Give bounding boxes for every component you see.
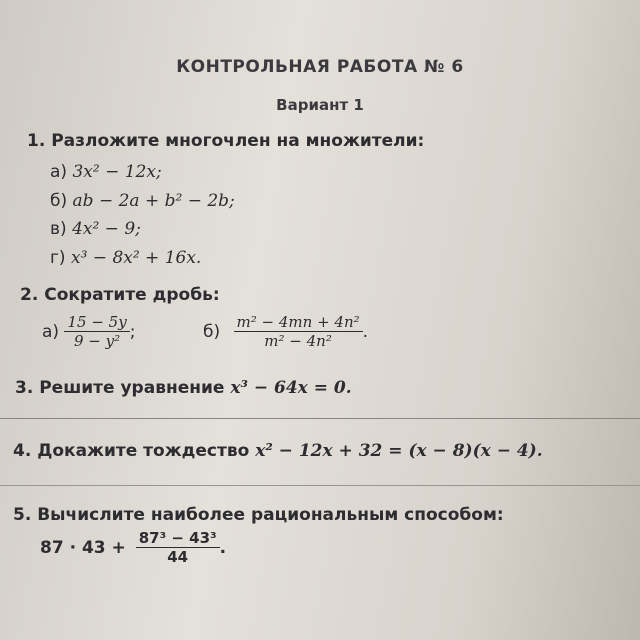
item-expression: ab − 2a + b² − 2b; xyxy=(72,191,235,211)
item-label: в) xyxy=(50,219,67,239)
punctuation: . xyxy=(219,538,227,558)
task-2 xyxy=(20,285,220,305)
task-1-item-a xyxy=(50,162,162,182)
fraction xyxy=(234,314,363,350)
fraction-denominator: 44 xyxy=(167,548,189,566)
punctuation: ; xyxy=(129,322,136,342)
task-5-number: 5. xyxy=(13,505,32,525)
task-3-number: 3. xyxy=(15,378,34,398)
task-1-item-b xyxy=(50,191,235,211)
item-label: б) xyxy=(50,191,68,211)
item-expression: 4x² − 9; xyxy=(72,219,141,239)
task-3 xyxy=(15,378,352,398)
item-label: б) xyxy=(203,322,221,342)
fraction xyxy=(64,314,129,350)
task-4-text: Докажите тождество xyxy=(37,441,250,461)
fraction-denominator: m² − 4n² xyxy=(264,332,332,350)
fraction-numerator: 15 − 5y xyxy=(64,314,129,332)
task-2-item-a xyxy=(42,314,135,350)
punctuation: . xyxy=(362,322,369,342)
divider xyxy=(0,485,640,486)
page-title: КОНТРОЛЬНАЯ РАБОТА № 6 xyxy=(176,57,464,77)
task-3-text: Решите уравнение xyxy=(39,378,225,398)
task-1-item-d xyxy=(50,248,201,268)
task-4-number: 4. xyxy=(13,441,32,461)
task-1 xyxy=(27,131,424,151)
task-2-text: Сократите дробь: xyxy=(44,285,220,305)
item-label: а) xyxy=(50,162,68,182)
fraction xyxy=(136,530,220,566)
item-label: а) xyxy=(42,322,60,342)
divider xyxy=(0,418,640,419)
variant-label: Вариант 1 xyxy=(276,96,364,114)
task-4 xyxy=(13,441,543,461)
task-1-item-c xyxy=(50,219,141,239)
fraction-numerator: m² − 4mn + 4n² xyxy=(234,314,363,332)
task-2-item-b xyxy=(203,314,368,350)
task-3-equation: x³ − 64x = 0. xyxy=(230,378,352,398)
item-expression: x³ − 8x² + 16x. xyxy=(70,248,202,268)
fraction-numerator: 87³ − 43³ xyxy=(136,530,220,548)
task-1-text: Разложите многочлен на множители: xyxy=(51,131,425,151)
task-1-number: 1. xyxy=(27,131,46,151)
task-5 xyxy=(13,505,504,525)
item-expression: 3x² − 12x; xyxy=(72,162,162,182)
item-label: г) xyxy=(50,248,66,268)
task-5-text: Вычислите наиболее рациональным способом: xyxy=(37,505,504,525)
task-5-expression xyxy=(40,530,226,566)
fraction-denominator: 9 − y² xyxy=(74,332,121,350)
expression-lead: 87 · 43 + xyxy=(40,538,126,558)
task-2-number: 2. xyxy=(20,285,39,305)
task-4-identity: x² − 12x + 32 = (x − 8)(x − 4). xyxy=(255,441,543,461)
